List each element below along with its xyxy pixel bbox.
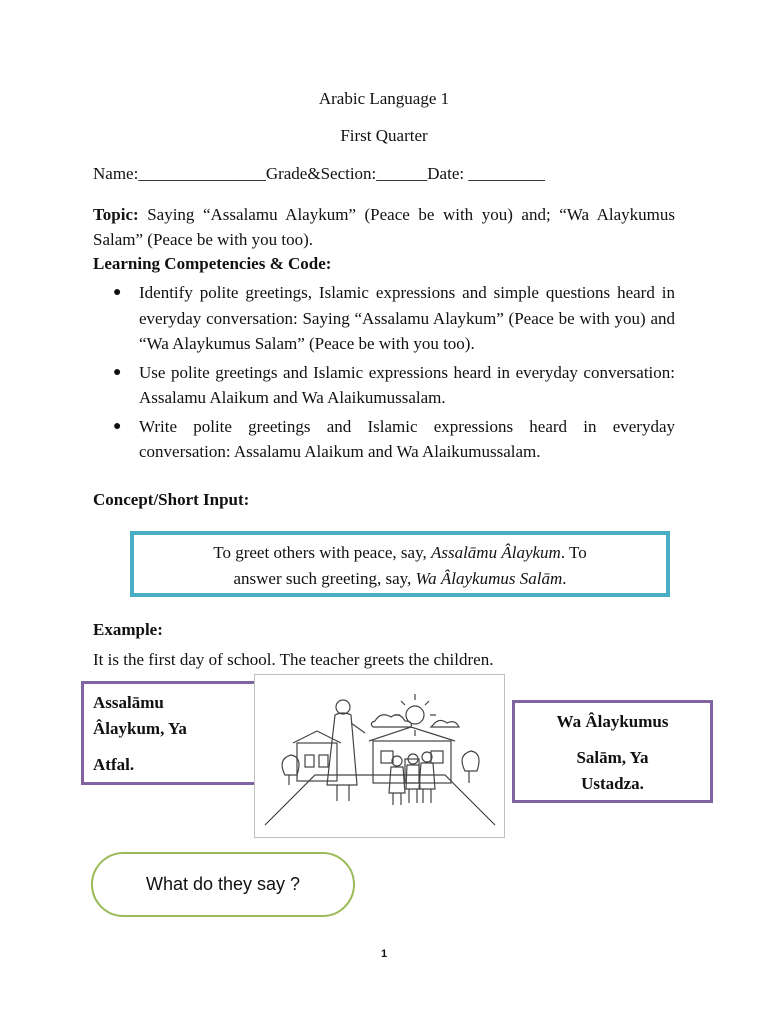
- concept-line-2: [134, 566, 666, 592]
- example-heading: Example:: [93, 620, 163, 639]
- competency-text: Identify polite greetings, Islamic expressions and simple questions heard in everyday conversation: Saying “Assalamu Alaykum” (Peace be with you) and “Wa Alaykumus Salam” (Peace be with you too).: [139, 283, 675, 353]
- concept-line-1: [134, 540, 666, 566]
- concept-text: To greet others with peace, say,: [213, 543, 431, 562]
- concept-text: . To: [560, 543, 587, 562]
- teacher-greeting-box: [81, 681, 265, 785]
- concept-text: answer such greeting, say,: [233, 569, 416, 588]
- concept-greeting: Assalāmu Âlaykum: [430, 543, 561, 562]
- competencies-heading: Learning Competencies & Code:: [93, 254, 332, 273]
- competency-text: Use polite greetings and Islamic expressions heard in everyday conversation: Assalamu Alaikum and Wa Alaikumussalam.: [139, 362, 675, 407]
- greeting-line: Âlaykum, Ya: [93, 719, 187, 738]
- greeting-line: Assalāmu: [93, 693, 164, 712]
- school-scene-drawing: [255, 675, 504, 837]
- question-bubble: What do they say ?: [91, 852, 355, 917]
- concept-heading: Concept/Short Input:: [93, 490, 250, 509]
- page-number: 1: [380, 948, 388, 960]
- classroom-illustration: [254, 674, 505, 838]
- bullet-icon: ●: [113, 364, 122, 380]
- example-text: It is the first day of school. The teacher greets the children.: [93, 650, 494, 669]
- document-title: Arabic Language 1: [318, 89, 450, 108]
- list-item: [93, 280, 675, 357]
- children-reply-box: [512, 700, 713, 803]
- bullet-icon: ●: [113, 418, 122, 434]
- concept-text: .: [562, 569, 567, 588]
- list-item: [93, 414, 675, 465]
- concept-box: [130, 531, 670, 597]
- topic-label: Topic:: [93, 205, 139, 224]
- list-item: [93, 360, 675, 411]
- concept-reply: Wa Âlaykumus Salām: [415, 569, 563, 588]
- greeting-line: Ustadza.: [581, 774, 644, 793]
- greeting-line: Salām, Ya: [576, 748, 649, 767]
- greeting-line: Wa Âlaykumus: [556, 712, 669, 731]
- student-info-fields: Name:_______________Grade&Section:______Date: _________: [93, 164, 545, 183]
- quarter-label: First Quarter: [340, 126, 428, 145]
- topic-paragraph: [93, 202, 675, 252]
- bullet-icon: ●: [113, 285, 122, 300]
- greeting-line: Atfal.: [93, 755, 135, 774]
- competencies-list: [93, 280, 675, 468]
- topic-text: Saying “Assalamu Alaykum” (Peace be with you) and; “Wa Alaykumus Salam” (Peace be with you too).: [93, 205, 675, 249]
- competency-text: Write polite greetings and Islamic expressions heard in everyday conversation: Assalamu Alaikum and Wa Alaikumussalam.: [139, 416, 675, 461]
